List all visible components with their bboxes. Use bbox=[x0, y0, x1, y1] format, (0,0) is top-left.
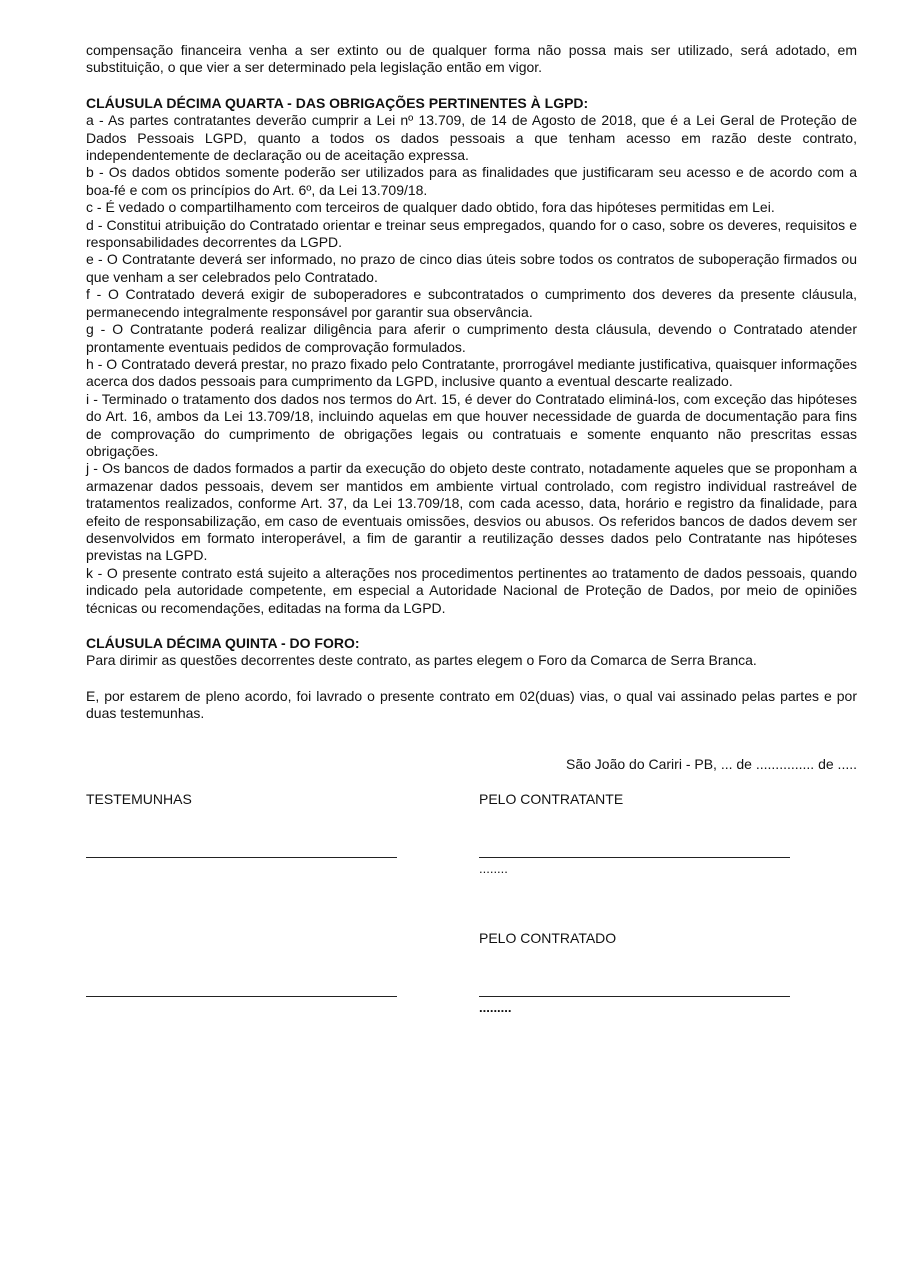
clause-14-item-f: f - O Contratado deverá exigir de suboperadores e subcontratados o cumprimento dos deveres da presente cláusula, permanecendo integralmente responsável por garantir sua observância. bbox=[86, 286, 857, 320]
clause-14-item-a: a - As partes contratantes deverão cumprir a Lei nº 13.709, de 14 de Agosto de 2018, que é a Lei Geral de Proteção de Dados Pessoais LGPD, quanto a todos os dados pessoais a que tenham acesso em razão deste contrato, independentemente de declaração ou de aceitação expressa. bbox=[86, 112, 857, 164]
clause-14-item-d: d - Constitui atribuição do Contratado orientar e treinar seus empregados, quando for o caso, sobre os deveres, requisitos e responsabilidades decorrentes da LGPD. bbox=[86, 216, 857, 251]
closing-paragraph: E, por estarem de pleno acordo, foi lavrado o presente contrato em 02(duas) vias, o qual vai assinado pelas partes e por duas testemunhas. bbox=[86, 687, 857, 722]
contratado-name: ......... bbox=[479, 1000, 512, 1015]
clause-14-item-e: e - O Contratante deverá ser informado, no prazo de cinco dias úteis sobre todos os contratos de suboperação firmados ou que venham a ser celebrados pelo Contratado. bbox=[86, 251, 857, 285]
clause-14-item-b: b - Os dados obtidos somente poderão ser utilizados para as finalidades que justificaram seu acesso e de acordo com a boa-fé e com os princípios do Art. 6º, da Lei 13.709/18. bbox=[86, 164, 857, 198]
contratado-label: PELO CONTRATADO bbox=[479, 930, 617, 946]
contratado-signature-line bbox=[479, 996, 790, 997]
clause-14-item-g: g - O Contratante poderá realizar diligência para aferir o cumprimento desta cláusula, devendo o Contratado atender prontamente eventuais pedidos de comprovação formulados. bbox=[86, 321, 857, 355]
clause-14-items bbox=[86, 112, 857, 617]
clause-14-title: CLÁUSULA DÉCIMA QUARTA - DAS OBRIGAÇÕES PERTINENTES À LGPD: bbox=[86, 94, 589, 111]
clause-14-item-k: k - O presente contrato está sujeito a alterações nos procedimentos pertinentes ao tratamento de dados pessoais, quando indicado pela autoridade competente, em especial a Autoridade Nacional de Proteção de Dados, por meio de opiniões técnicas ou recomendações, editadas na forma da LGPD. bbox=[86, 564, 857, 616]
document-body bbox=[86, 42, 857, 723]
clause-14-item-j: j - Os bancos de dados formados a partir da execução do objeto deste contrato, notadamente aqueles que se proponham a armazenar dados pessoais, devem ser mantidos em ambiente virtual controlado, com registro individual rastreável de tratamentos realizados, conforme Art. 37, da Lei 13.709/18, com cada acesso, data, horário e registro da finalidade, para efeito de responsabilização, em caso de eventuais omissões, desvios ou abusos. Os referidos bancos de dados devem ser desenvolvidos em formato interoperável, a fim de garantir a reutilização desses dados pelo Contratante nas hipóteses previstas na LGPD. bbox=[86, 460, 857, 564]
witnesses-label: TESTEMUNHAS bbox=[86, 791, 192, 807]
intro-paragraph: compensação financeira venha a ser extinto ou de qualquer forma não possa mais ser utilizado, será adotado, em substituição, o que vier a ser determinado pela legislação então em vigor. bbox=[86, 42, 857, 76]
contratante-signature-line bbox=[479, 857, 790, 858]
witness-2-signature-line bbox=[86, 996, 397, 997]
clause-15-title: CLÁUSULA DÉCIMA QUINTA - DO FORO: bbox=[86, 635, 360, 651]
clause-15-text: Para dirimir as questões decorrentes deste contrato, as partes elegem o Foro da Comarca de Serra Branca. bbox=[86, 652, 757, 669]
place-date: São João do Cariri - PB, ... de ............... de ..... bbox=[565, 756, 857, 772]
clause-14-item-i: i - Terminado o tratamento dos dados nos termos do Art. 15, é dever do Contratado eliminá-los, com exceção das hipóteses do Art. 16, ambos da Lei 13.709/18, incluindo aquelas em que houver necessidade de guarda de documentação para fins de comprovação do cumprimento de obrigações legais ou contratuais e somente enquanto não prescritas essas obrigações. bbox=[86, 390, 857, 459]
clause-14-item-h: h - O Contratado deverá prestar, no prazo fixado pelo Contratante, prorrogável mediante justificativa, quaisquer informações acerca dos dados pessoais para cumprimento da LGPD, inclusive quanto a eventual descarte realizado. bbox=[86, 355, 857, 390]
witness-1-signature-line bbox=[86, 857, 397, 858]
contratante-name: ........ bbox=[479, 861, 508, 876]
contratante-label: PELO CONTRATANTE bbox=[479, 791, 624, 807]
clause-14-item-c: c - É vedado o compartilhamento com terceiros de qualquer dado obtido, fora das hipóteses permitidas em Lei. bbox=[86, 199, 775, 216]
